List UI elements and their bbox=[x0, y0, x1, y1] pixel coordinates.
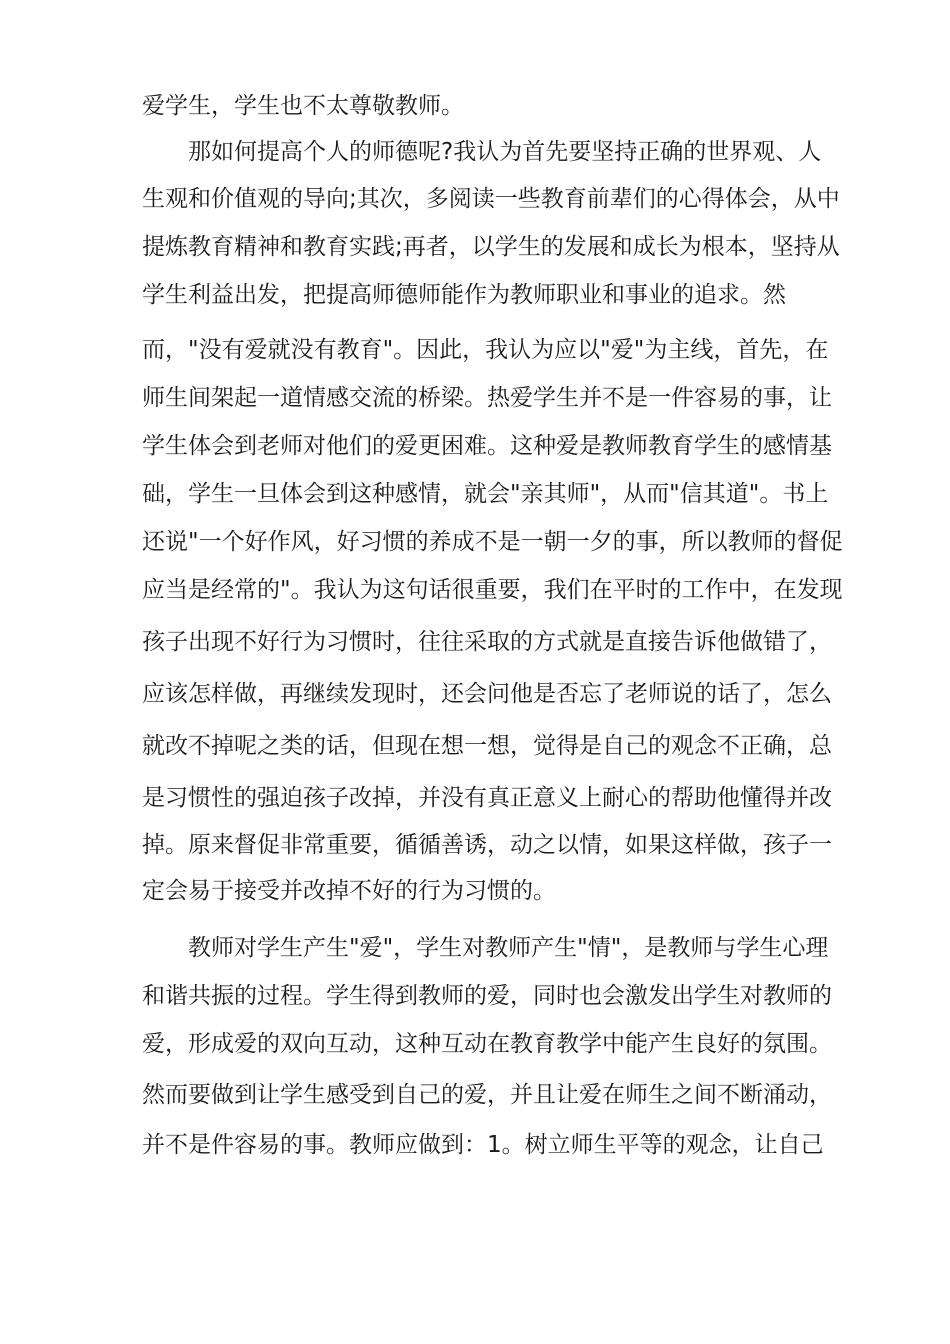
text-line: 然而要做到让学生感受到自己的爱，并且让爱在师生之间不断涌动， bbox=[142, 1082, 832, 1108]
text-line: 础，学生一旦体会到这种感情，就会"亲其师"，从而"信其道"。书上 bbox=[142, 481, 829, 507]
text-line: 并不是件容易的事。教师应做到：1。树立师生平等的观念，让自己 bbox=[142, 1132, 824, 1158]
text-line: 生观和价值观的导向;其次，多阅读一些教育前辈们的心得体会，从中 bbox=[142, 186, 840, 212]
text-line: 学生利益出发，把提高师德师能作为教师职业和事业的追求。然 bbox=[142, 282, 786, 308]
text-line: 孩子出现不好行为习惯时，往往采取的方式就是直接告诉他做错了， bbox=[142, 629, 832, 655]
text-line: 而，"没有爱就没有教育"。因此，我认为应以"爱"为主线，首先，在 bbox=[142, 337, 829, 363]
text-line: 爱学生，学生也不太尊敬教师。 bbox=[142, 93, 464, 119]
text-line: 就改不掉呢之类的话，但现在想一想，觉得是自己的观念不正确，总 bbox=[142, 733, 832, 759]
text-line: 应当是经常的"。我认为这句话很重要，我们在平时的工作中，在发现 bbox=[142, 577, 843, 603]
text-line: 应该怎样做，再继续发现时，还会问他是否忘了老师说的话了，怎么 bbox=[142, 681, 832, 707]
text-line: 和谐共振的过程。学生得到教师的爱，同时也会激发出学生对教师的 bbox=[142, 983, 832, 1009]
text-line: 提炼教育精神和教育实践;再者，以学生的发展和成长为根本，坚持从 bbox=[142, 234, 840, 260]
text-line: 是习惯性的强迫孩子改掉，并没有真正意义上耐心的帮助他懂得并改 bbox=[142, 785, 832, 811]
text-line: 定会易于接受并改掉不好的行为习惯的。 bbox=[142, 878, 556, 904]
text-line: 教师对学生产生"爱"，学生对教师产生"情"，是教师与学生心理 bbox=[188, 935, 829, 961]
text-line: 学生体会到老师对他们的爱更困难。这种爱是教师教育学生的感情基 bbox=[142, 433, 832, 459]
text-line: 掉。原来督促非常重要，循循善诱，动之以情，如果这样做，孩子一 bbox=[142, 832, 832, 858]
text-line: 师生间架起一道情感交流的桥梁。热爱学生并不是一件容易的事，让 bbox=[142, 385, 832, 411]
text-line: 还说"一个好作风，好习惯的养成不是一朝一夕的事，所以教师的督促 bbox=[142, 529, 843, 555]
text-line: 爱，形成爱的双向互动，这种互动在教育教学中能产生良好的氛围。 bbox=[142, 1031, 832, 1057]
text-line: 那如何提高个人的师德呢?我认为首先要坚持正确的世界观、人 bbox=[188, 139, 822, 165]
